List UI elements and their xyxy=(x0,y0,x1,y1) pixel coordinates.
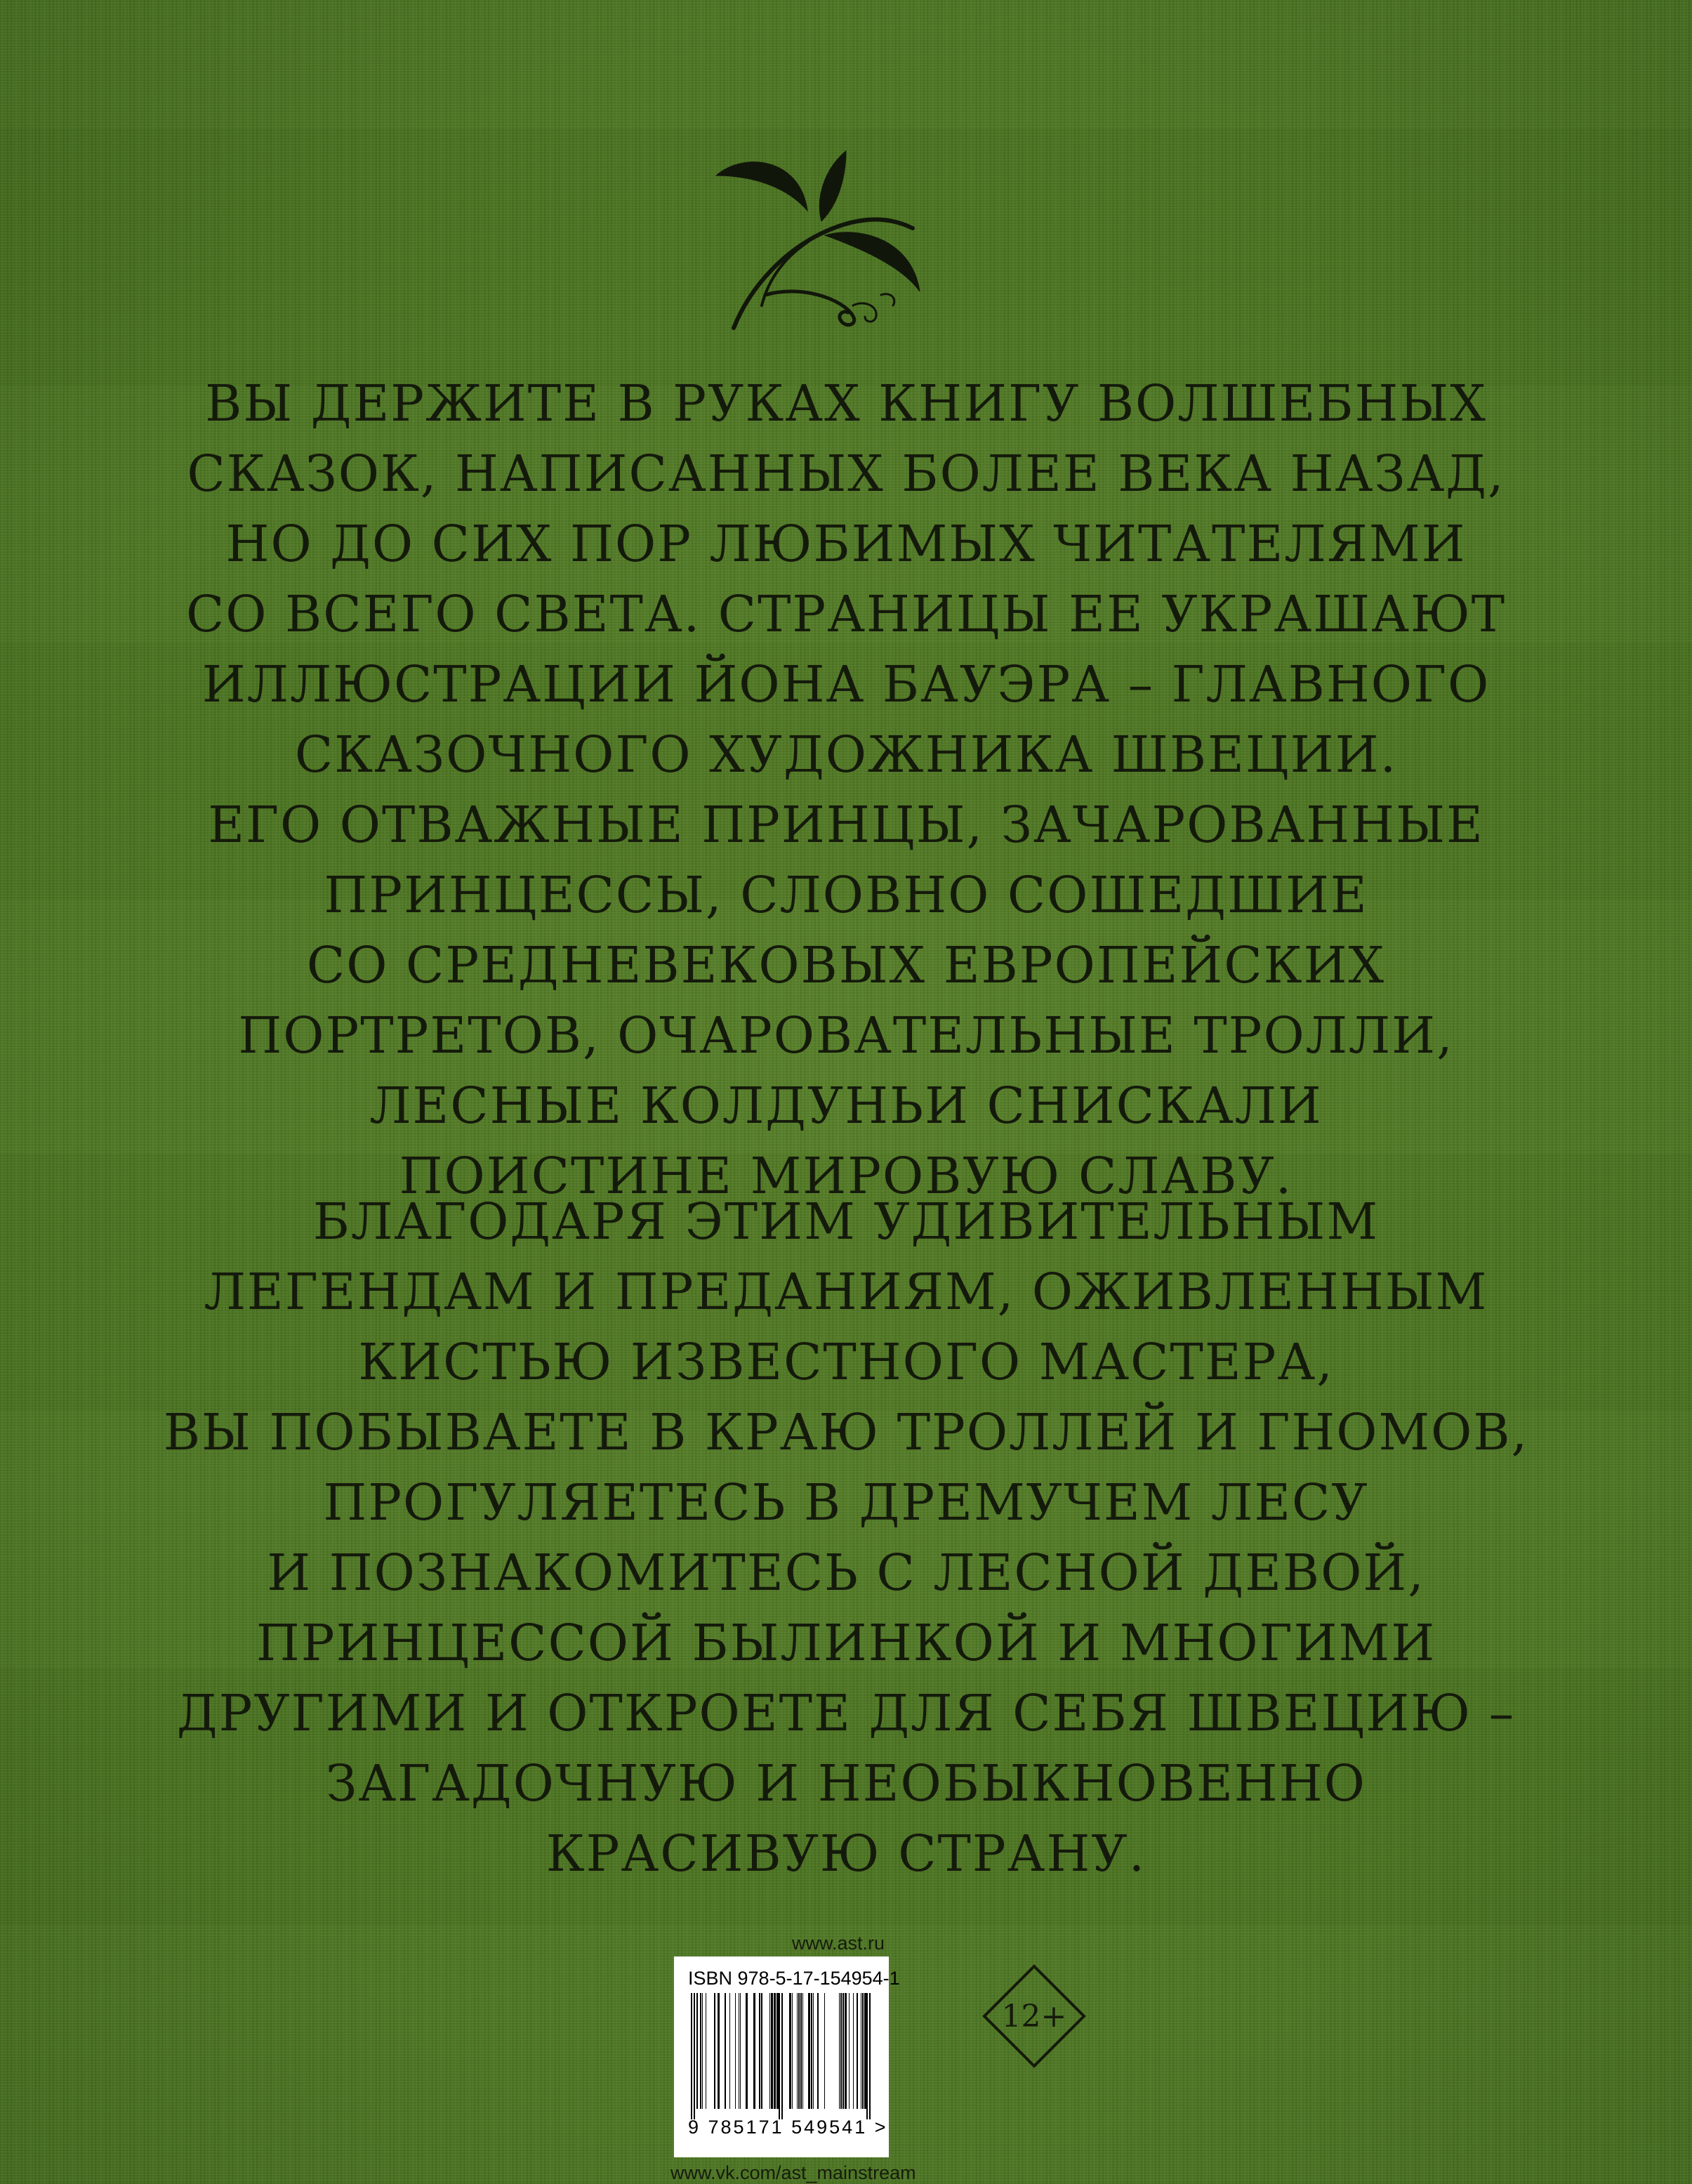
publisher-website: www.ast.ru xyxy=(791,1933,885,1954)
text-line: ПОИСТИНЕ МИРОВУЮ СЛАВУ. xyxy=(399,1147,1293,1205)
age-rating-label: 12+ xyxy=(1001,1998,1067,2034)
text-line: БЛАГОДАРЯ ЭТИМ УДИВИТЕЛЬНЫМ xyxy=(312,1192,1380,1251)
text-line: НО ДО СИХ ПОР ЛЮБИМЫХ ЧИТАТЕЛЯМИ xyxy=(225,515,1467,573)
text-line: ПРИНЦЕССЫ, СЛОВНО СОШЕДШИЕ xyxy=(324,866,1368,924)
text-line: ВЫ ДЕРЖИТЕ В РУКАХ КНИГУ ВОЛШЕБНЫХ xyxy=(205,374,1487,433)
text-line: СО СРЕДНЕВЕКОВЫХ ЕВРОПЕЙСКИХ xyxy=(306,936,1386,994)
text-line: ПРИНЦЕССОЙ БЫЛИНКОЙ И МНОГИМИ xyxy=(256,1614,1436,1672)
leaf-swirl-ornament-icon xyxy=(702,144,934,334)
isbn-barcode xyxy=(674,1956,900,2157)
social-link: www.vk.com/ast_mainstream xyxy=(670,2162,916,2183)
text-line: КРАСИВУЮ СТРАНУ. xyxy=(546,1824,1146,1883)
text-line: ВЫ ПОБЫВАЕТЕ В КРАЮ ТРОЛЛЕЙ И ГНОМОВ, xyxy=(163,1403,1529,1461)
text-line: ДРУГИМИ И ОТКРОЕТЕ ДЛЯ СЕБЯ ШВЕЦИЮ – xyxy=(176,1684,1516,1742)
text-line: ИЛЛЮСТРАЦИИ ЙОНА БАУЭРА – ГЛАВНОГО xyxy=(201,655,1491,713)
text-line: ЛЕГЕНДАМ И ПРЕДАНИЯМ, ОЖИВЛЕННЫМ xyxy=(204,1263,1488,1321)
text-line: ЛЕСНЫЕ КОЛДУНЬИ СНИСКАЛИ xyxy=(369,1077,1323,1135)
barcode-bars xyxy=(688,1993,875,2119)
barcode-digits: 9 785171 549541 > xyxy=(688,2117,888,2138)
text-line: ПРОГУЛЯЕТЕСЬ В ДРЕМУЧЕМ ЛЕСУ xyxy=(323,1473,1369,1532)
description-paragraph-2 xyxy=(140,1187,1552,1889)
description-paragraph-1 xyxy=(140,369,1552,1211)
text-line: СО ВСЕГО СВЕТА. СТРАНИЦЫ ЕЕ УКРАШАЮТ xyxy=(185,585,1507,643)
text-line: ПОРТРЕТОВ, ОЧАРОВАТЕЛЬНЫЕ ТРОЛЛИ, xyxy=(238,1006,1454,1065)
text-line: И ПОЗНАКОМИТЕСЬ С ЛЕСНОЙ ДЕВОЙ, xyxy=(267,1544,1425,1602)
text-line: ЕГО ОТВАЖНЫЕ ПРИНЦЫ, ЗАЧАРОВАННЫЕ xyxy=(208,796,1484,854)
text-line: СКАЗОК, НАПИСАННЫХ БОЛЕЕ ВЕКА НАЗАД, xyxy=(187,445,1505,503)
isbn-number: ISBN 978-5-17-154954-1 xyxy=(688,1968,900,1989)
text-line: СКАЗОЧНОГО ХУДОЖНИКА ШВЕЦИИ. xyxy=(294,725,1398,784)
text-line: КИСТЬЮ ИЗВЕСТНОГО МАСТЕРА, xyxy=(358,1333,1334,1391)
text-line: ЗАГАДОЧНУЮ И НЕОБЫКНОВЕННО xyxy=(326,1754,1366,1813)
